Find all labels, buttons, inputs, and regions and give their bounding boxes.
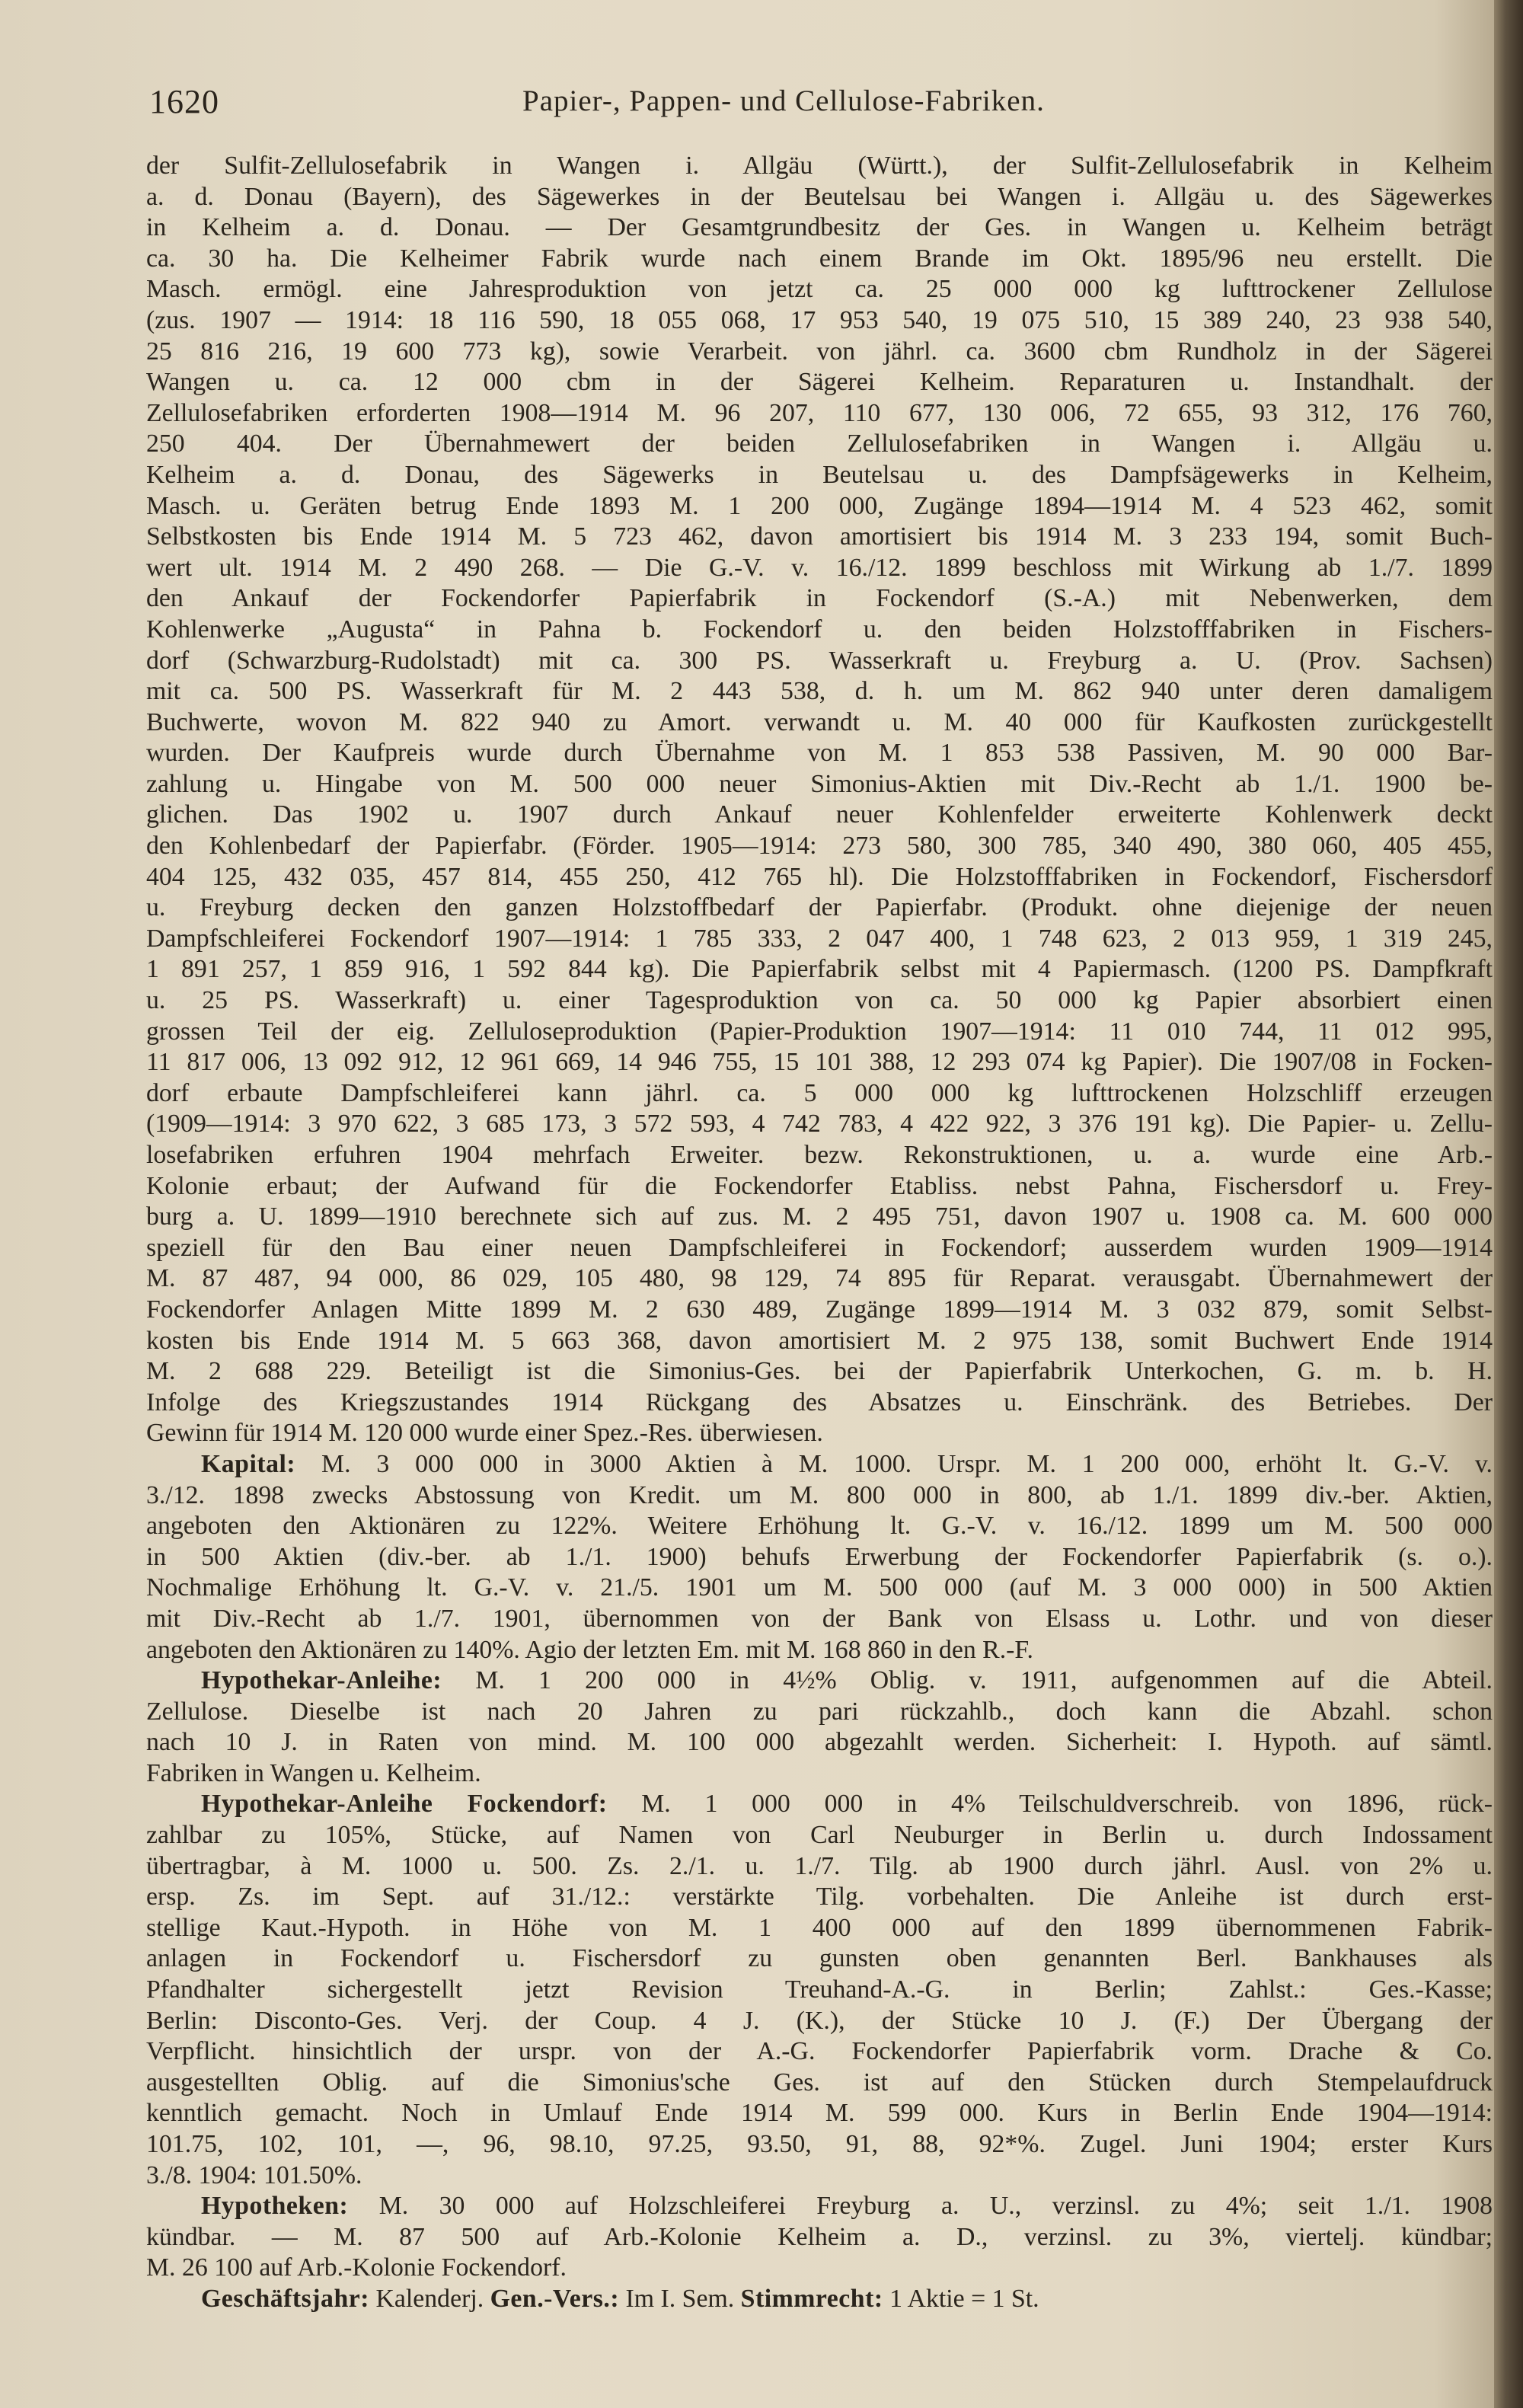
genvers-label: Gen.-Vers.: [490,2284,620,2313]
text-line [146,522,1493,553]
text-line [146,1047,1493,1078]
text-line [146,1263,1493,1295]
text-line [146,615,1493,646]
line-text: Fabriken in Wangen u. Kelheim. [146,1758,481,1787]
text-line [146,1635,1493,1666]
text-line [146,1975,1493,2006]
section-label: Hypothekar-Anleihe: [201,1666,442,1695]
line-text: Gewinn für 1914 M. 120 000 wurde einer Spez.-Res. überwiesen. [146,1419,823,1448]
hypothekar-anleihe-fockendorf-section [146,1789,1493,2191]
line-text: den Kohlenbedarf der Papierfabr. (Förder. 1905—1914: 273 580, 300 785, 340 490, 380 060, 405 455, [146,832,1493,861]
line-text: dorf erbaute Dampfschleiferei kann jährl. ca. 5 000 000 kg lufttrockenen Holzschliff erzeugen [146,1078,1493,1107]
line-text: 25 816 216, 19 600 773 kg), sowie Verarbeit. von jährl. ca. 3600 cbm Rundholz in der Sägerei [146,337,1493,366]
hypothekar-anleihe-section [146,1665,1493,1789]
line-text: speziell für den Bau einer neuen Dampfschleiferei in Fockendorf; ausserdem wurden 1909—1914 [146,1233,1493,1262]
line-text: M. 2 688 229. Beteiligt ist die Simonius-Ges. bei der Papierfabrik Unterkochen, G. m. b. H. [146,1357,1493,1386]
line-text: übertragbar, à M. 1000 u. 500. Zs. 2./1. u. 1./7. Tilg. ab 1900 durch jährl. Ausl. von 2% u. [146,1851,1493,1880]
text-line [146,337,1493,368]
text-line [146,1418,1493,1449]
line-text: 3./8. 1904: 101.50%. [146,2160,362,2189]
line-text: angeboten den Aktionären zu 140%. Agio der letzten Em. mit M. 168 860 in den R.-F. [146,1635,1033,1664]
line-text: mit ca. 500 PS. Wasserkraft für M. 2 443 538, d. h. um M. 862 940 unter deren damaligem [146,677,1493,706]
line-text: zahlbar zu 105%, Stücke, auf Namen von Carl Neuburger in Berlin u. durch Indossament [146,1821,1493,1850]
text-line [146,893,1493,924]
line-text: u. 25 PS. Wasserkraft) u. einer Tagesproduktion von ca. 50 000 kg Papier absorbiert einen [146,986,1493,1015]
line-text: (zus. 1907 — 1914: 18 116 590, 18 055 068, 17 953 540, 19 075 510, 15 389 240, 23 938 540, [146,305,1493,334]
line-text: u. Freyburg decken den ganzen Holzstoffbedarf der Papierfabr. (Produkt. ohne diejenige der neuen [146,893,1493,922]
line-text: 11 817 006, 13 092 912, 12 961 669, 14 946 755, 15 101 388, 12 293 074 kg Papier). Die 1907/08 in Focken- [146,1048,1493,1077]
intro-paragraph [146,151,1493,1449]
line-text: wurden. Der Kaufpreis wurde durch Übernahme von M. 1 853 538 Passiven, M. 90 000 Bar- [146,739,1493,768]
line-text: Dampfschleiferei Fockendorf 1907—1914: 1 785 333, 2 047 400, 1 748 623, 2 013 959, 1 319 245, [146,924,1493,953]
genvers-value: Im I. Sem. [625,2284,735,2313]
text-line [146,1727,1493,1758]
text-line [146,924,1493,955]
line-text: in Kelheim a. d. Donau. — Der Gesamtgrundbesitz der Ges. in Wangen u. Kelheim beträgt [146,213,1493,242]
text-line [146,1202,1493,1233]
line-text: 1 891 257, 1 859 916, 1 592 844 kg). Die Papierfabrik selbst mit 4 Papiermasch. (1200 PS. Dampfkraft [146,955,1493,984]
line-text: Infolge des Kriegszustandes 1914 Rückgang des Absatzes u. Einschränk. des Betriebes. Der [146,1388,1493,1416]
text-line [146,985,1493,1017]
text-line [146,1480,1493,1512]
text-line [146,460,1493,491]
text-line [146,707,1493,739]
text-line [146,1326,1493,1357]
line-text: kenntlich gemacht. Noch in Umlauf Ende 1914 M. 599 000. Kurs in Berlin Ende 1904—1914: [146,2099,1493,2128]
line-text: 3./12. 1898 zwecks Abstossung von Kredit. um M. 800 000 in 800, ab 1./1. 1899 div.-ber. Aktien, [146,1480,1493,1509]
line-text: der Sulfit-Zellulosefabrik in Wangen i. Allgäu (Württ.), der Sulfit-Zellulosefabrik in Kelheim [146,152,1493,180]
section-label: Hypothekar-Anleihe Fockendorf: [201,1790,608,1819]
text-line [146,398,1493,430]
text-line [146,2160,1493,2192]
text-line [146,769,1493,800]
line-text: Berlin: Disconto-Ges. Verj. der Coup. 4 J. (K.), der Stücke 10 J. (F.) Der Übergang der [146,2006,1493,2035]
page-number: 1620 [149,83,219,120]
text-line [146,1882,1493,1913]
line-text: kündbar. — M. 87 500 auf Arb.-Kolonie Kelheim a. D., verzinsl. zu 3%, viertelj. kündbar; [146,2222,1493,2251]
stimmrecht-label: Stimmrecht: [740,2284,883,2313]
book-spine-shadow [1494,0,1523,2408]
text-line [146,2191,1493,2222]
line-text: Buchwerte, wovon M. 822 940 zu Amort. verwandt u. M. 40 000 für Kaufkosten zurückgestellt [146,707,1493,736]
line-text: Verpflicht. hinsichtlich der urspr. von der A.-G. Fockendorfer Papierfabrik vorm. Drache & Co. [146,2037,1493,2066]
line-text: ausgestellten Oblig. auf die Simonius'sche Ges. ist auf den Stücken durch Stempelaufdruck [146,2068,1493,2097]
text-line [146,954,1493,985]
text-line [146,1913,1493,1944]
line-text: Nochmalige Erhöhung lt. G.-V. v. 21./5. 1901 um M. 500 000 (auf M. 3 000 000) in 500 Aktien [146,1573,1493,1602]
line-text: 404 125, 432 035, 457 814, 455 250, 412 765 hl). Die Holzstofffabriken in Fockendorf, Fischersdorf [146,862,1493,891]
line-text: Kolonie erbaut; der Aufwand für die Fockendorfer Etabliss. nebst Pahna, Fischersdorf u. Frey- [146,1171,1493,1200]
line-text: stellige Kaut.-Hypoth. in Höhe von M. 1 400 000 auf den 1899 übernommenen Fabrik- [146,1913,1493,1942]
line-text: M. 87 487, 94 000, 86 029, 105 480, 98 129, 74 895 für Reparat. verausgabt. Übernahmewert der [146,1264,1493,1293]
line-text: 250 404. Der Übernahmewert der beiden Zellulosefabriken in Wangen i. Allgäu u. [146,430,1493,458]
text-line [146,2253,1493,2284]
line-text: ca. 30 ha. Die Kelheimer Fabrik wurde nach einem Brande im Okt. 1895/96 neu erstellt. Die [146,244,1493,273]
text-line [146,738,1493,769]
text-line [146,2068,1493,2099]
line-text: glichen. Das 1902 u. 1907 durch Ankauf neuer Kohlenfelder erweiterte Kohlenwerk deckt [146,800,1493,829]
line-text: losefabriken erfuhren 1904 mehrfach Erweiter. bezw. Rekonstruktionen, u. a. wurde eine Arb.- [146,1141,1493,1169]
line-text: burg a. U. 1899—1910 berechnete sich auf zus. M. 2 495 751, davon 1907 u. 1908 ca. M. 600 000 [146,1202,1493,1231]
text-line [146,1140,1493,1171]
text-line [146,244,1493,275]
text-line [146,182,1493,213]
line-text: (1909—1914: 3 970 622, 3 685 173, 3 572 593, 4 742 783, 4 422 922, 3 376 191 kg). Die Papier- u. Zellu- [146,1110,1493,1139]
text-line [146,1388,1493,1419]
section-label: Hypotheken: [201,2192,349,2221]
page-header [149,82,1444,128]
text-line [146,1356,1493,1388]
text-line [146,1851,1493,1883]
line-text: grossen Teil der eig. Zelluloseproduktion (Papier-Produktion 1907—1914: 11 010 744, 11 012 995, [146,1017,1493,1046]
line-text: Fockendorfer Anlagen Mitte 1899 M. 2 630 489, Zugänge 1899—1914 M. 3 032 879, somit Selbst- [146,1295,1493,1324]
text-line [146,1789,1493,1820]
line-text: M. 30 000 auf Holzschleiferei Freyburg a. U., verzinsl. zu 4%; seit 1./1. 1908 [378,2192,1493,2221]
text-line [146,429,1493,460]
text-line [146,1820,1493,1851]
line-text: Zellulosefabriken erforderten 1908—1914 M. 96 207, 110 677, 130 006, 72 655, 93 312, 176 760, [146,398,1493,427]
text-line [146,1604,1493,1635]
text-line [146,2098,1493,2129]
text-line [146,800,1493,831]
line-text: nach 10 J. in Raten von mind. M. 100 000 abgezahlt werden. Sicherheit: I. Hypoth. auf sämtl. [146,1728,1493,1757]
line-text: anlagen in Fockendorf u. Fischersdorf zu gunsten oben genannten Berl. Bankhauses als [146,1944,1493,1973]
text-line [146,553,1493,584]
text-line [146,274,1493,305]
text-line [146,2222,1493,2253]
text-line [146,1171,1493,1202]
line-text: Zellulose. Dieselbe ist nach 20 Jahren zu pari rückzahlb., doch kann die Abzahl. schon [146,1697,1493,1726]
page-body [146,151,1493,2315]
line-text: M. 3 000 000 in 3000 Aktien à M. 1000. Urspr. M. 1 200 000, erhöht lt. G.-V. v. [321,1449,1493,1478]
line-text: den Ankauf der Fockendorfer Papierfabrik in Fockendorf (S.-A.) mit Nebenwerken, dem [146,584,1493,613]
text-line [146,1542,1493,1573]
line-text: M. 1 000 000 in 4% Teilschuldverschreib. von 1896, rück- [641,1790,1493,1819]
line-text: Masch. u. Geräten betrug Ende 1893 M. 1 200 000, Zugänge 1894—1914 M. 4 523 462, somit [146,491,1493,520]
line-text: ersp. Zs. im Sept. auf 31./12.: verstärkte Tilg. vorbehalten. Die Anleihe ist durch erst- [146,1883,1493,1911]
text-line [146,1511,1493,1542]
stimmrecht-value: 1 Aktie = 1 St. [889,2284,1039,2313]
line-text: M. 1 200 000 in 4½% Oblig. v. 1911, aufgenommen auf die Abteil. [475,1666,1493,1695]
text-line [146,1697,1493,1728]
text-line [146,212,1493,244]
text-line [146,1943,1493,1975]
line-text: mit Div.-Recht ab 1./7. 1901, übernommen von der Bank von Elsass u. Lothr. und von dieser [146,1604,1493,1633]
text-line [146,831,1493,862]
text-line [146,1573,1493,1604]
section-label: Kapital: [201,1449,296,1478]
text-line [146,1758,1493,1790]
text-line [146,1233,1493,1264]
text-line [146,2036,1493,2068]
text-line [146,676,1493,707]
line-text: Selbstkosten bis Ende 1914 M. 5 723 462, davon amortisiert bis 1914 M. 3 233 194, somit Buch- [146,522,1493,551]
text-line [146,583,1493,615]
line-text: angeboten den Aktionären zu 122%. Weitere Erhöhung lt. G.-V. v. 16./12. 1899 um M. 500 000 [146,1512,1493,1541]
text-line [146,305,1493,337]
line-text: Pfandhalter sichergestellt jetzt Revision Treuhand-A.-G. in Berlin; Zahlst.: Ges.-Kasse; [146,1975,1493,2004]
line-text: Kohlenwerke „Augusta“ in Pahna b. Fockendorf u. den beiden Holzstofffabriken in Fischers- [146,615,1493,644]
text-line [146,1109,1493,1140]
line-text: Kelheim a. d. Donau, des Sägewerks in Beutelsau u. des Dampfsägewerks in Kelheim, [146,460,1493,489]
text-line [146,2006,1493,2037]
geschaeftsjahr-label: Geschäftsjahr: [201,2284,370,2313]
text-line [146,1449,1493,1480]
hypotheken-section [146,2191,1493,2284]
geschaeftsjahr-value: Kalenderj. [375,2284,484,2313]
text-line [146,151,1493,182]
line-text: Wangen u. ca. 12 000 cbm in der Sägerei Kelheim. Reparaturen u. Instandhalt. der [146,368,1493,397]
line-text: Masch. ermögl. eine Jahresproduktion von jetzt ca. 25 000 000 kg lufttrockener Zellulose [146,275,1493,304]
line-text: M. 26 100 auf Arb.-Kolonie Fockendorf. [146,2253,567,2282]
line-text: a. d. Donau (Bayern), des Sägewerkes in der Beutelsau bei Wangen i. Allgäu u. des Sägewerkes [146,182,1493,211]
line-text: in 500 Aktien (div.-ber. ab 1./1. 1900) behufs Erwerbung der Fockendorfer Papierfabrik (s. o.). [146,1542,1493,1571]
text-line [146,1665,1493,1697]
text-line [146,1295,1493,1326]
text-line [146,2129,1493,2160]
line-text: 101.75, 102, 101, —, 96, 98.10, 97.25, 93.50, 91, 88, 92*%. Zugel. Juni 1904; erster Kurs [146,2130,1493,2158]
text-line [146,1017,1493,1048]
line-text: dorf (Schwarzburg-Rudolstadt) mit ca. 300 PS. Wasserkraft u. Freyburg a. U. (Prov. Sachsen) [146,646,1493,675]
line-text: wert ult. 1914 M. 2 490 268. — Die G.-V. v. 16./12. 1899 beschloss mit Wirkung ab 1./7. 1899 [146,553,1493,582]
text-line [146,367,1493,398]
line-text: zahlung u. Hingabe von M. 500 000 neuer Simonius-Aktien mit Div.-Recht ab 1./1. 1900 be- [146,769,1493,798]
text-line [146,491,1493,522]
text-line [146,862,1493,893]
kapital-section [146,1449,1493,1665]
line-text: kosten bis Ende 1914 M. 5 663 368, davon amortisiert M. 2 975 138, somit Buchwert Ende 1914 [146,1326,1493,1355]
running-title: Papier-, Pappen- und Cellulose-Fabriken. [522,85,1045,117]
text-line [146,646,1493,677]
text-line [146,1078,1493,1110]
footer-line [146,2284,1493,2315]
